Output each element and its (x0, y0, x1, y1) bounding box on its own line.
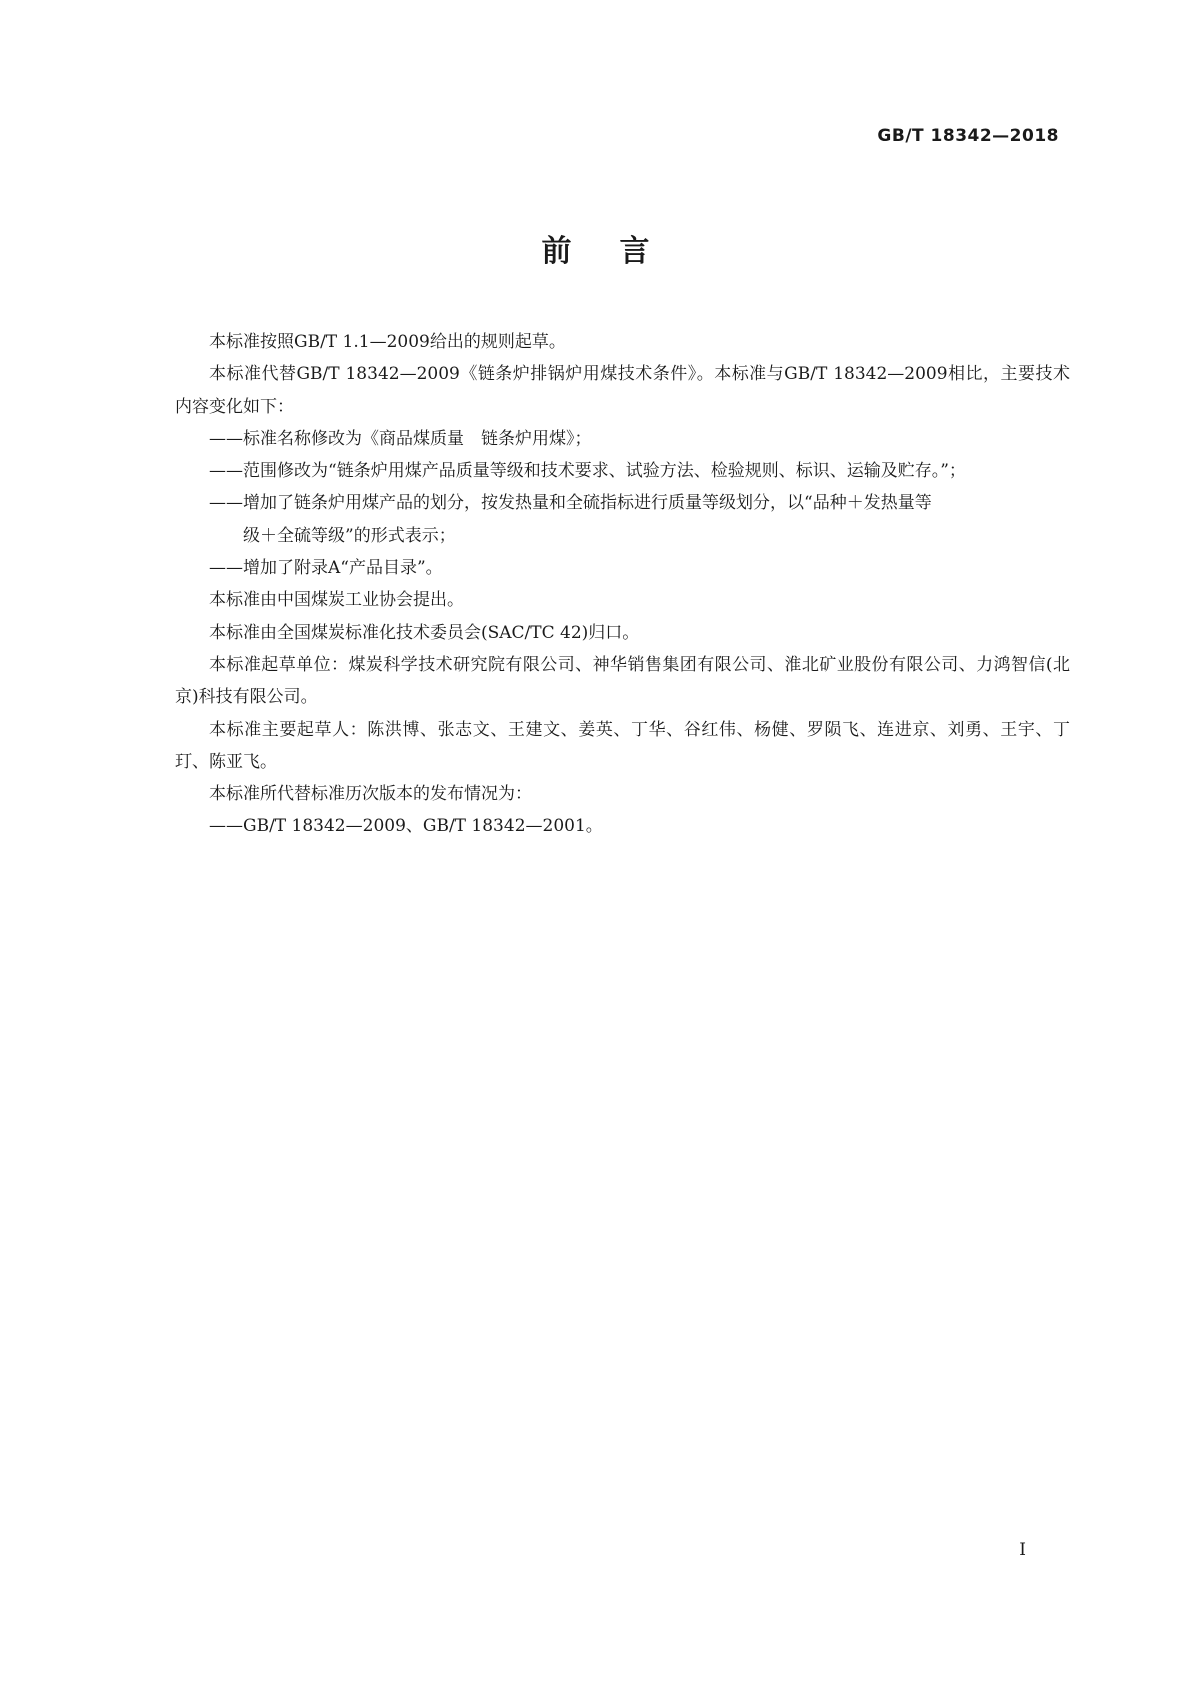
change-item-name: ——标准名称修改为《商品煤质量 链条炉用煤》； (209, 428, 592, 449)
page-number: I (1019, 1540, 1026, 1560)
change-item-classification-cont: 级＋全硫等级”的形式表示； (243, 525, 456, 546)
paragraph-replacement: 本标准代替GB/T 18342—2009《链条炉排锅炉用煤技术条件》。本标准与GB/T 18342—2009相比，主要技术内容变化如下： (175, 364, 1070, 417)
change-item-classification: ——增加了链条炉用煤产品的划分，按发热量和全硫指标进行质量等级划分，以“品种＋发热量等 (209, 493, 932, 514)
paragraph-committee: 本标准由全国煤炭标准化技术委员会(SAC/TC 42)归口。 (209, 622, 640, 643)
change-item-appendix: ——增加了附录A“产品目录”。 (209, 558, 443, 579)
page-title: 前言 (541, 234, 698, 269)
paragraph-drafting-rules: 本标准按照GB/T 1.1—2009给出的规则起草。 (209, 332, 566, 352)
foreword-body (175, 326, 1070, 843)
paragraph-drafters: 本标准主要起草人：陈洪博、张志文、王建文、姜英、丁华、谷红伟、杨健、罗陨飞、连进京、刘勇、王宇、丁玎、陈亚飞。 (175, 719, 1070, 772)
paragraph-history-intro: 本标准所代替标准历次版本的发布情况为： (209, 784, 532, 805)
standard-number: GB/T 18342—2018 (877, 126, 1059, 146)
paragraph-drafting-units: 本标准起草单位：煤炭科学技术研究院有限公司、神华销售集团有限公司、淮北矿业股份有限公司、力鸿智信(北京)科技有限公司。 (175, 654, 1070, 708)
paragraph-proposer: 本标准由中国煤炭工业协会提出。 (209, 590, 464, 611)
history-item: ——GB/T 18342—2009、GB/T 18342—2001。 (209, 816, 603, 837)
change-item-scope: ——范围修改为“链条炉用煤产品质量等级和技术要求、试验方法、检验规则、标识、运输及贮存。”； (209, 461, 966, 482)
